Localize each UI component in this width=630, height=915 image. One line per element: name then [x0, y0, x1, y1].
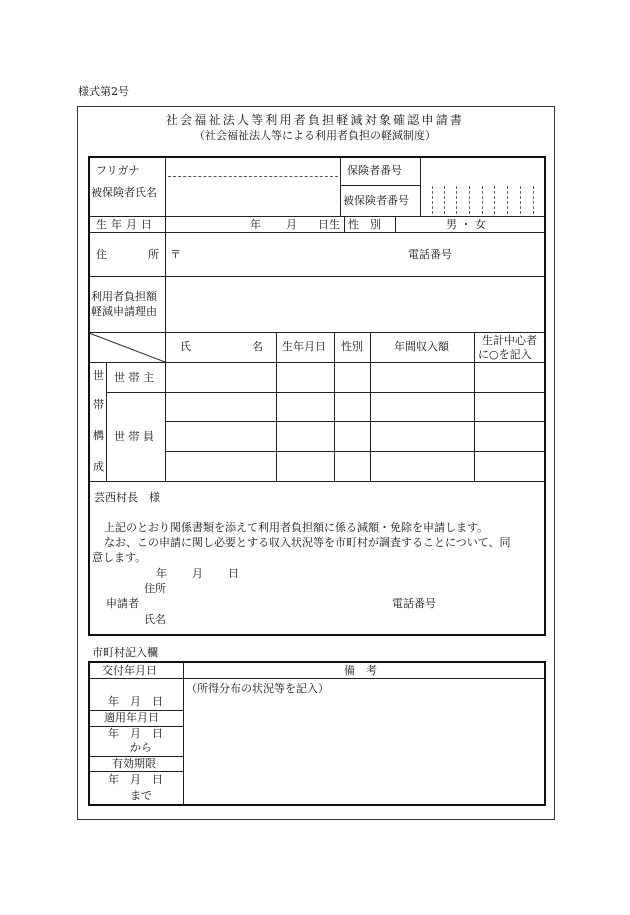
valid-label: 有効期限: [112, 757, 156, 770]
side-label-1: 世: [93, 369, 104, 382]
sex-label: 性 別: [348, 218, 381, 231]
dob-month: 月: [286, 218, 297, 231]
reason-label-2: 軽減申請理由: [91, 305, 157, 318]
declaration-line-2: なお、この申請に関し必要とする収入状況等を市町村が調査することについて、同: [104, 536, 511, 549]
col-name-2: 名: [252, 340, 263, 353]
remarks-note: （所得分布の状況等を記入）: [186, 682, 329, 695]
date-month: 月: [192, 567, 203, 580]
form-title: 社会福祉法人等利用者負担軽減対象確認申請書: [165, 113, 465, 127]
address-field[interactable]: [180, 234, 400, 274]
insurer-number-field[interactable]: [422, 158, 544, 184]
insured-name-field[interactable]: [167, 178, 338, 214]
diagonal-line: [89, 333, 165, 362]
table-row[interactable]: [166, 452, 545, 480]
insured-number-field[interactable]: [422, 187, 544, 215]
furigana-label: フリガナ: [96, 164, 140, 177]
col-breadwinner-1: 生計中心者: [482, 334, 537, 347]
reason-field[interactable]: [167, 278, 544, 330]
applicant-name-label: 氏名: [144, 613, 166, 626]
dob-day: 日生: [318, 218, 340, 231]
reason-label-1: 利用者負担額: [91, 290, 157, 303]
issue-date-ymd: 年 月 日: [108, 695, 163, 708]
remarks-label: 備 考: [344, 664, 377, 677]
side-label-4: 成: [93, 460, 104, 473]
date-day: 日: [228, 567, 239, 580]
table-row[interactable]: [166, 363, 545, 391]
declaration-line-1: 上記のとおり関係書類を添えて利用者負担額に係る減額・免除を申請します。: [104, 521, 489, 534]
col-breadwinner-2: に○を記入: [478, 348, 532, 361]
remarks-field[interactable]: [185, 696, 543, 804]
side-label-3: 構: [93, 429, 104, 442]
municipal-section-label: 市町村記入欄: [92, 646, 158, 659]
dob-label: 生年月日: [96, 218, 156, 231]
table-row[interactable]: [166, 393, 545, 420]
apply-date-label: 適用年月日: [104, 711, 159, 724]
household-head-label: 世 帯 主: [114, 371, 154, 384]
furigana-field[interactable]: [167, 158, 338, 176]
col-name-1: 氏: [180, 340, 191, 353]
sex-options[interactable]: 男 ・ 女: [446, 218, 486, 231]
dob-year: 年: [250, 218, 261, 231]
insured-name-label: 被保険者氏名: [91, 186, 157, 199]
insured-number-label: 被保険者番号: [343, 194, 409, 207]
postal-mark: 〒: [170, 248, 181, 261]
until-label: まで: [130, 789, 152, 802]
date-year: 年: [156, 567, 167, 580]
declaration-line-3: 意します。: [92, 551, 147, 564]
applicant-phone-label: 電話番号: [392, 597, 436, 610]
address-label-1: 住: [96, 248, 107, 261]
col-income: 年間収入額: [394, 340, 449, 353]
side-label-2: 帯: [93, 398, 104, 411]
address-label-2: 所: [148, 248, 159, 261]
form-subtitle: （社会福祉法人等による利用者負担の軽減制度）: [194, 129, 436, 142]
insurer-number-label: 保険者番号: [347, 164, 402, 177]
col-sex: 性別: [341, 340, 363, 353]
addressee: 芸西村長 様: [94, 491, 160, 504]
col-dob: 生年月日: [282, 340, 326, 353]
table-row[interactable]: [166, 422, 545, 450]
from-label: から: [130, 741, 152, 754]
apply-date-ymd: 年 月 日: [108, 727, 163, 740]
valid-ymd: 年 月 日: [108, 773, 163, 786]
phone-label: 電話番号: [408, 248, 452, 261]
form-code: 様式第2号: [78, 85, 129, 98]
issue-date-label: 交付年月日: [102, 664, 157, 677]
applicant-address-label: 住所: [144, 582, 166, 595]
household-member-label: 世 帯 員: [114, 430, 154, 443]
applicant-label: 申請者: [106, 597, 139, 610]
